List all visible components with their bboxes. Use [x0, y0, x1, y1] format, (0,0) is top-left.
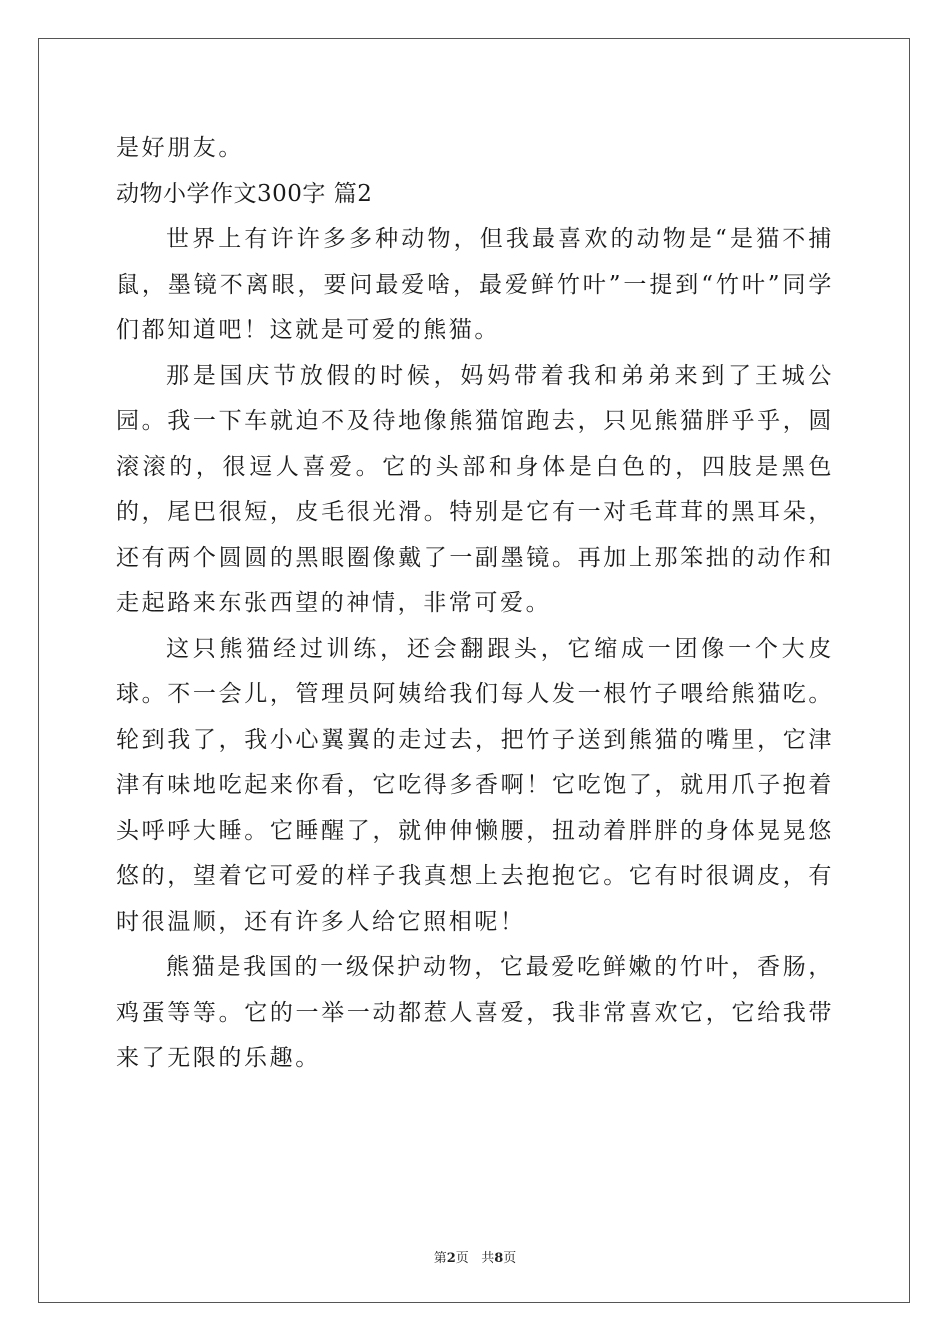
document-body: [116, 126, 834, 1082]
paragraph-conclusion: 熊猫是我国的一级保护动物，它最爱吃鲜嫩的竹叶，香肠，鸡蛋等等。它的一举一动都惹人喜爱，我非常喜欢它，它给我带来了无限的乐趣。: [116, 954, 834, 1071]
paragraph-visit: 那是国庆节放假的时候，妈妈带着我和弟弟来到了王城公园。我一下车就迫不及待地像熊猫馆跑去，只见熊猫胖乎乎，圆滚滚的，很逗人喜爱。它的头部和身体是白色的，四肢是黑色的，尾巴很短，皮毛很光滑。特别是它有一对毛茸茸的黑耳朵，还有两个圆圆的黑眼圈像戴了一副墨镜。再加上那笨拙的动作和走起路来东张西望的神情，非常可爱。: [116, 362, 834, 616]
total-suffix: 页: [503, 1251, 517, 1266]
page-footer: [0, 1247, 950, 1266]
total-pages: 8: [494, 1251, 504, 1266]
page-number: 2: [446, 1251, 456, 1266]
paragraph-continuation: 是好朋友。: [116, 135, 244, 161]
page-prefix: 第: [433, 1251, 447, 1266]
section-heading: 动物小学作文300字 篇2: [116, 180, 373, 207]
paragraph-feeding: 这只熊猫经过训练，还会翻跟头，它缩成一团像一个大皮球。不一会儿，管理员阿姨给我们每人发一根竹子喂给熊猫吃。轮到我了，我小心翼翼的走过去，把竹子送到熊猫的嘴里，它津津有味地吃起来你看，它吃得多香啊！它吃饱了，就用爪子抱着头呼呼大睡。它睡醒了，就伸伸懒腰，扭动着胖胖的身体晃晃悠悠的，望着它可爱的样子我真想上去抱抱它。它有时很调皮，有时很温顺，还有许多人给它照相呢！: [116, 635, 834, 935]
total-prefix: 共: [481, 1251, 495, 1266]
paragraph-intro: 世界上有许许多多种动物，但我最喜欢的动物是“是猫不捕鼠，墨镜不离眼，要问最爱啥，最爱鲜竹叶”一提到“竹叶”同学们都知道吧！这就是可爱的熊猫。: [116, 226, 834, 343]
page-suffix: 页: [455, 1251, 469, 1266]
